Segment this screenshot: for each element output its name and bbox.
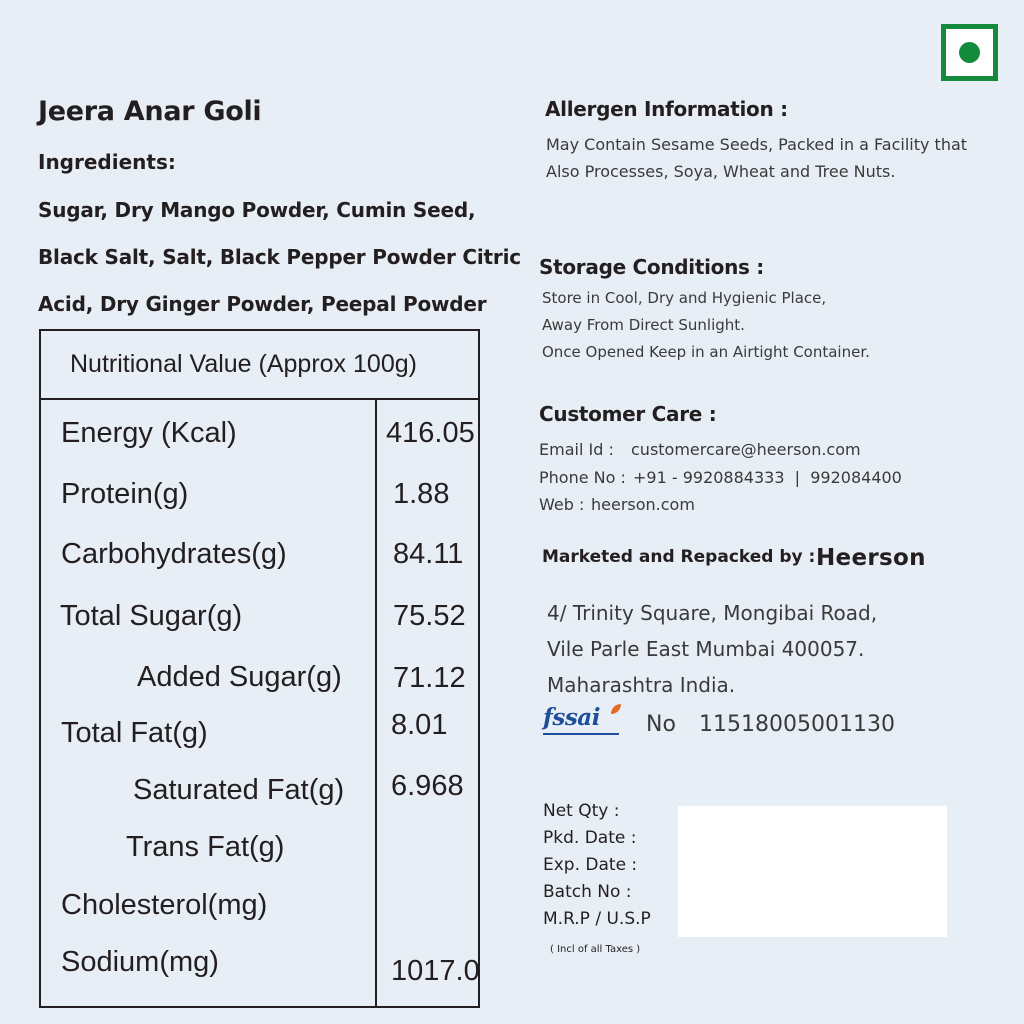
- nutrition-row-label: Carbohydrates(g): [61, 538, 287, 570]
- customer-care-heading: Customer Care :: [539, 402, 717, 426]
- fssai-logo-text: fssai: [543, 704, 600, 731]
- table-column-divider: [375, 399, 377, 1006]
- phone-value[interactable]: +91 - 9920884333 | 992084400: [633, 468, 902, 487]
- storage-heading: Storage Conditions :: [539, 255, 764, 279]
- nutrition-row-value: 1017.0: [391, 955, 480, 987]
- fssai-logo-icon: [541, 704, 625, 740]
- nutrition-row-label: Total Fat(g): [61, 717, 208, 749]
- storage-line: Once Opened Keep in an Airtight Container.: [542, 343, 870, 361]
- nutrition-heading: Nutritional Value (Approx 100g): [70, 350, 417, 378]
- fssai-license-number: 11518005001130: [699, 712, 895, 737]
- nutrition-row-label: Saturated Fat(g): [133, 774, 345, 806]
- batch-no-label: Batch No :: [543, 882, 632, 902]
- fssai-leaf-icon: [611, 704, 621, 714]
- nutrition-row-label: Total Sugar(g): [60, 600, 243, 632]
- allergen-line: Also Processes, Soya, Wheat and Tree Nuts.: [546, 162, 896, 181]
- vegetarian-dot-icon: [959, 42, 980, 63]
- marketed-by-label: Marketed and Repacked by :: [542, 547, 816, 567]
- nutrition-row-value: 8.01: [391, 709, 448, 741]
- nutrition-row-value: 75.52: [393, 600, 466, 632]
- pkd-date-label: Pkd. Date :: [543, 828, 637, 848]
- nutrition-row-value: 71.12: [393, 662, 466, 694]
- address-line: 4/ Trinity Square, Mongibai Road,: [547, 601, 878, 625]
- mrp-label: M.R.P / U.S.P: [543, 909, 651, 929]
- ingredients-line: Acid, Dry Ginger Powder, Peepal Powder: [38, 292, 487, 316]
- email-value[interactable]: customercare@heerson.com: [631, 440, 861, 459]
- nutrition-row-label: Trans Fat(g): [126, 831, 285, 863]
- nutrition-row-label: Sodium(mg): [61, 946, 219, 978]
- tax-note: ( Incl of all Taxes ): [550, 944, 641, 955]
- nutrition-row-label: Added Sugar(g): [137, 661, 342, 693]
- product-title: Jeera Anar Goli: [38, 96, 262, 127]
- address-line: Maharashtra India.: [547, 673, 736, 697]
- email-label: Email Id :: [539, 440, 614, 459]
- allergen-line: May Contain Sesame Seeds, Packed in a Facility that: [546, 135, 968, 154]
- ingredients-line: Black Salt, Salt, Black Pepper Powder Citric: [38, 245, 521, 269]
- nutrition-row-label: Protein(g): [61, 478, 189, 510]
- nutrition-row-value: 84.11: [393, 538, 464, 570]
- phone-label: Phone No :: [539, 468, 626, 487]
- nutrition-table: [39, 329, 480, 1008]
- ingredients-line: Sugar, Dry Mango Powder, Cumin Seed,: [38, 198, 476, 222]
- address-line: Vile Parle East Mumbai 400057.: [547, 637, 865, 661]
- nutrition-row-label: Energy (Kcal): [61, 417, 237, 449]
- fssai-underline: [543, 733, 619, 735]
- nutrition-row-value: 6.968: [391, 770, 464, 802]
- web-label: Web :: [539, 495, 585, 514]
- fssai-no-label: No: [646, 712, 676, 737]
- storage-line: Store in Cool, Dry and Hygienic Place,: [542, 289, 827, 307]
- web-link[interactable]: heerson.com: [591, 495, 695, 514]
- storage-line: Away From Direct Sunlight.: [542, 316, 745, 334]
- allergen-heading: Allergen Information :: [545, 97, 788, 121]
- nutrition-row-value: 1.88: [393, 478, 450, 510]
- brand-name: Heerson: [816, 545, 926, 571]
- nutrition-row-label: Cholesterol(mg): [61, 889, 268, 921]
- nutrition-row-value: 416.05: [386, 417, 475, 449]
- exp-date-label: Exp. Date :: [543, 855, 638, 875]
- packing-details-box: [678, 806, 947, 937]
- table-divider: [41, 398, 478, 400]
- net-qty-label: Net Qty :: [543, 801, 620, 821]
- ingredients-heading: Ingredients:: [38, 150, 176, 174]
- vegetarian-mark-icon: [941, 24, 998, 81]
